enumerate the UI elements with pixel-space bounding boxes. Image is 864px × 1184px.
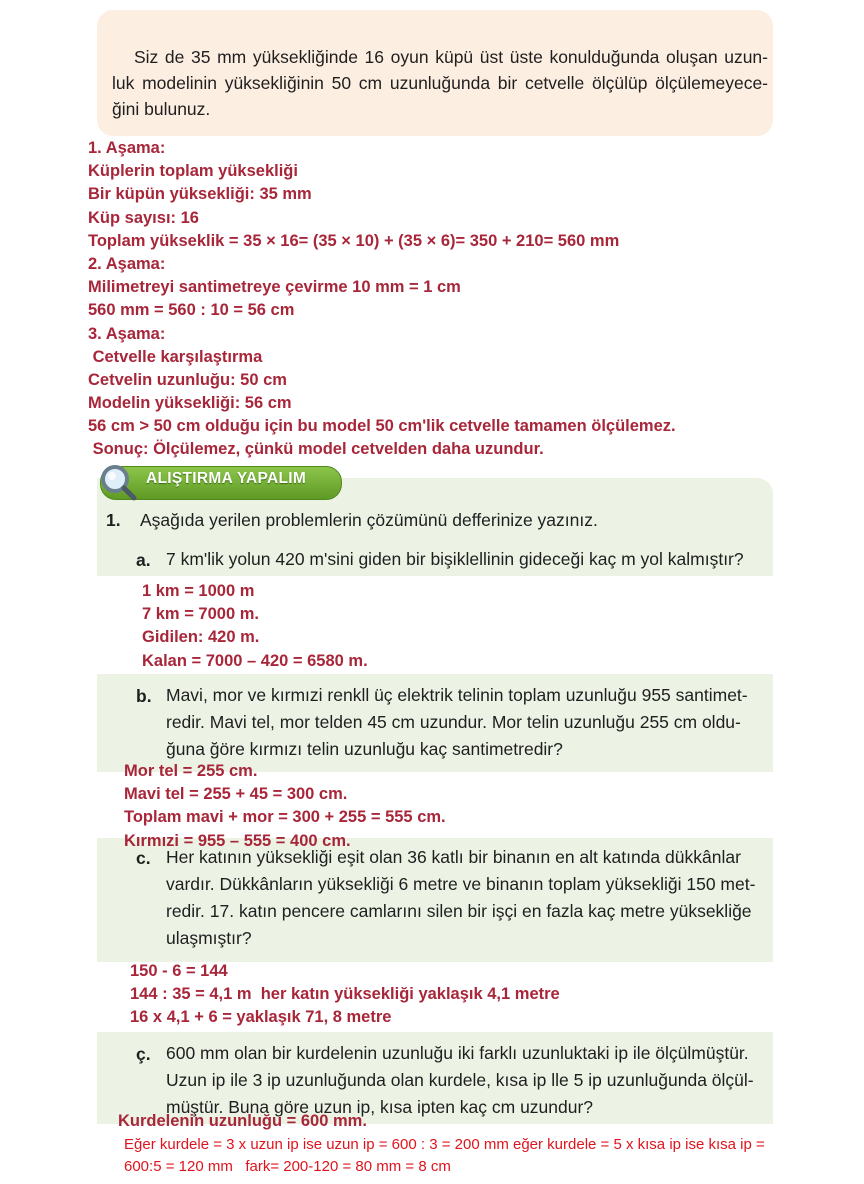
answer-line: 7 km = 7000 m. <box>142 605 259 624</box>
item-b-letter: b. <box>136 686 152 706</box>
item-c-question <box>166 844 755 952</box>
intro-line: ğini bulunuz. <box>112 99 211 119</box>
item-b-question <box>166 682 748 763</box>
solution-line: Bir küpün yüksekliği: 35 mm <box>88 185 312 204</box>
solution-line: Toplam yükseklik = 35 × 16= (35 × 10) + (35 × 6)= 350 + 210= 560 mm <box>88 231 620 250</box>
answer-line: Kalan = 7000 – 420 = 6580 m. <box>142 651 368 670</box>
question-line: Mavi, mor ve kırmızi renkll üç elektrik telinin toplam uzunluğu 955 santimet- <box>166 685 748 705</box>
question-line: Uzun ip ile 3 ip uzunluğunda olan kurdele, kısa ip lle 5 ip uzunluğunda ölçül- <box>166 1070 754 1090</box>
question-number: 1. <box>106 510 121 530</box>
question-line: 7 km'lik yolun 420 m'sini giden bir bişiklellinin gideceği kaç m yol kalmıştır? <box>166 549 744 569</box>
answer-line: Kırmızi = 955 – 555 = 400 cm. <box>124 831 351 850</box>
question-line: redir. Mavi tel, mor telden 45 cm uzundur. Mor telin uzunluğu 255 cm oldu- <box>166 712 741 732</box>
solution-line: 2. Aşama: <box>88 254 166 273</box>
item-a-question <box>166 546 744 573</box>
item-cc-letter: ç. <box>136 1044 151 1064</box>
item-a-letter: a. <box>136 550 151 570</box>
solution-line: Küplerin toplam yüksekliği <box>88 162 298 181</box>
solution-line: Sonuç: Ölçülemez, çünkü model cetvelden daha uzundur. <box>88 440 544 459</box>
solution-line: Milimetreyi santimetreye çevirme 10 mm = 1 cm <box>88 278 461 297</box>
solution-line: 560 mm = 560 : 10 = 56 cm <box>88 301 295 320</box>
note-line: Eğer kurdele = 3 x uzun ip ise uzun ip = 600 : 3 = 200 mm eğer kurdele = 5 x kısa ip ise kısa ip = <box>124 1136 765 1153</box>
answer-line: Toplam mavi + mor = 300 + 255 = 555 cm. <box>124 808 446 827</box>
answer-line: Mor tel = 255 cm. <box>124 762 258 780</box>
solution-line: Cetvelle karşılaştırma <box>88 347 263 366</box>
solution-line: Küp sayısı: 16 <box>88 208 199 227</box>
item-c-answer <box>130 960 560 1030</box>
item-cc-question <box>166 1040 754 1121</box>
magnifier-icon <box>98 462 138 502</box>
answer-line: Gidilen: 420 m. <box>142 628 260 647</box>
answer-line: Mavi tel = 255 + 45 = 300 cm. <box>124 785 348 804</box>
item-c-letter: c. <box>136 848 151 868</box>
solution-line: Modelin yüksekliği: 56 cm <box>88 394 292 413</box>
intro-line: luk modelinin yüksekliğinin 50 cm uzunluğunda bir cetvelle ölçülüp ölçülemeyece- <box>112 73 768 93</box>
solution-line: 56 cm > 50 cm olduğu için bu model 50 cm'lik cetvelle tamamen ölçülemez. <box>88 417 676 436</box>
answer-line: 1 km = 1000 m <box>142 582 255 600</box>
question-line: Her katının yüksekliği eşit olan 36 katlı bir binanın en alt katında dükkânlar <box>166 847 741 867</box>
question-heading: Aşağıda yerilen problemlerin çözümünü defferinize yazınız. <box>140 510 598 530</box>
intro-problem <box>112 44 768 122</box>
note-line: 600:5 = 120 mm fark= 200-120 = 80 mm = 8 cm <box>124 1158 451 1175</box>
answer-line: 150 - 6 = 144 <box>130 962 228 980</box>
solution-line: Cetvelin uzunluğu: 50 cm <box>88 370 287 389</box>
solution-line: 1. Aşama: <box>88 139 166 157</box>
question-line: vardır. Dükkânların yüksekliği 6 metre ve binanın toplam yüksekliği 150 met- <box>166 874 756 894</box>
question-line: 600 mm olan bir kurdelenin uzunluğu iki farklı uzunluktaki ip ile ölçülmüştür. <box>166 1043 749 1063</box>
answer-line: Kurdelenin uzunluğu = 600 mm. <box>118 1112 367 1130</box>
intro-solution <box>88 137 676 462</box>
exercise-badge-label: ALIŞTIRMA YAPALIM <box>146 470 307 487</box>
item-cc-note <box>124 1134 844 1178</box>
question-line: redir. 17. katın pencere camlarını silen bir işçi en fazla kaç metre yüksekliğe <box>166 901 752 921</box>
solution-line: 3. Aşama: <box>88 324 166 343</box>
question-line: müştür. Buna göre uzun ip, kısa ipten kaç cm uzundur? <box>166 1097 594 1117</box>
item-b-answer <box>124 760 446 853</box>
item-cc-answer <box>118 1110 367 1133</box>
intro-line: Siz de 35 mm yüksekliğinde 16 oyun küpü üst üste konulduğunda oluşan uzun- <box>134 47 768 67</box>
question-line: ğuna ğöre kırmızı telin uzunluğu kaç santimetredir? <box>166 739 563 759</box>
answer-line: 144 : 35 = 4,1 m her katın yüksekliği yaklaşık 4,1 metre <box>130 985 560 1004</box>
question-line: ulaşmıştır? <box>166 928 252 948</box>
answer-line: 16 x 4,1 + 6 = yaklaşık 71, 8 metre <box>130 1008 392 1027</box>
item-a-answer <box>142 580 368 673</box>
